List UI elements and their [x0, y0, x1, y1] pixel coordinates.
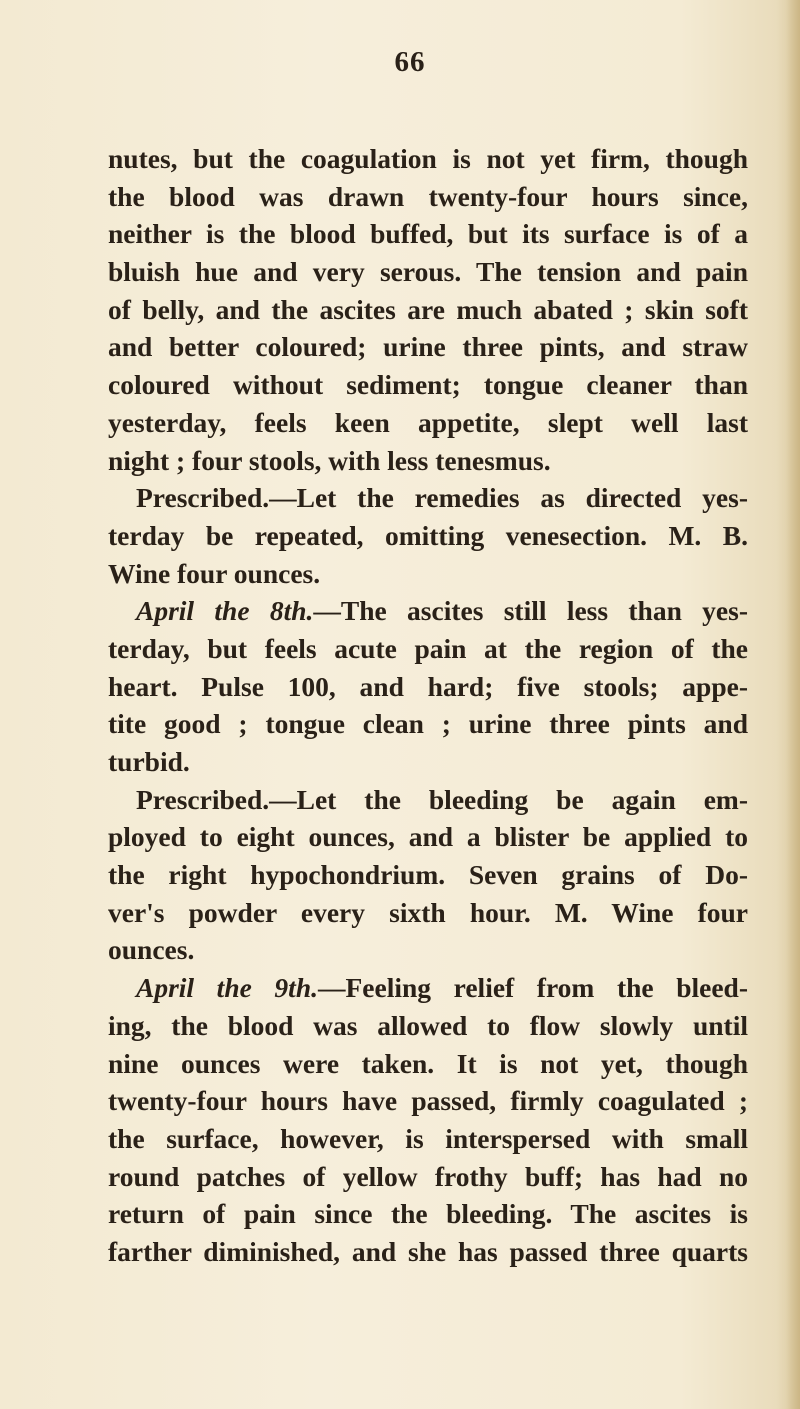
text-line: the right hypochondrium. Seven grains of Do- — [108, 859, 748, 891]
text-line: Prescribed.—Let the remedies as directed yes- — [136, 482, 748, 514]
text-line: turbid. — [108, 746, 190, 777]
text-line: and better coloured; urine three pints, and straw — [108, 331, 748, 363]
text-line: ployed to eight ounces, and a blister be applied to — [108, 821, 748, 853]
text-line: the blood was drawn twenty-four hours since, — [108, 180, 748, 212]
text-line: ounces. — [108, 934, 195, 966]
text-line: nutes, but the coagulation is not yet firm, though — [108, 143, 748, 174]
text-line: neither is the blood buffed, but its surface is of a — [108, 218, 748, 250]
text-line: night ; four stools, with less tenesmus. — [108, 444, 551, 476]
text-line: round patches of yellow frothy buff; has had no — [108, 1160, 748, 1192]
dated-entry-line — [108, 969, 748, 1007]
text-line: the surface, however, is interspersed with small — [108, 1122, 748, 1154]
text-line: Wine four ounces. — [108, 557, 321, 589]
body-text — [108, 140, 748, 1271]
entry-date-heading: April the 8th. — [136, 595, 314, 627]
text-run: —Feeling relief from the bleed- — [318, 972, 749, 1004]
text-run: —The ascites still less than yes- — [313, 595, 748, 627]
page-number: 66 — [394, 46, 426, 78]
text-line: ing, the blood was allowed to flow slowly until — [108, 1009, 748, 1041]
text-line: twenty-four hours have passed, firmly coagulated ; — [108, 1085, 748, 1117]
text-line: yesterday, feels keen appetite, slept well last — [108, 406, 748, 438]
text-line: terday, but feels acute pain at the region of the — [108, 632, 748, 664]
page-edge-shadow — [786, 0, 800, 1409]
text-line: terday be repeated, omitting venesection. M. B. — [108, 519, 748, 551]
text-line: return of pain since the bleeding. The ascites is — [108, 1198, 748, 1230]
text-line: of belly, and the ascites are much abated ; skin soft — [108, 293, 748, 325]
text-line: farther diminished, and she has passed three quarts — [108, 1235, 748, 1267]
text-line: Prescribed.—Let the bleeding be again em- — [136, 783, 748, 815]
text-line: heart. Pulse 100, and hard; five stools; appe- — [108, 670, 748, 702]
entry-date-heading: April the 9th. — [136, 972, 318, 1004]
dated-entry-line — [108, 592, 748, 630]
text-line: nine ounces were taken. It is not yet, though — [108, 1047, 748, 1079]
text-line: ver's powder every sixth hour. M. Wine four — [108, 896, 748, 928]
text-line: bluish hue and very serous. The tension and pain — [108, 256, 748, 288]
text-line: coloured without sediment; tongue cleaner than — [108, 369, 748, 401]
text-line: tite good ; tongue clean ; urine three pints and — [108, 708, 748, 740]
